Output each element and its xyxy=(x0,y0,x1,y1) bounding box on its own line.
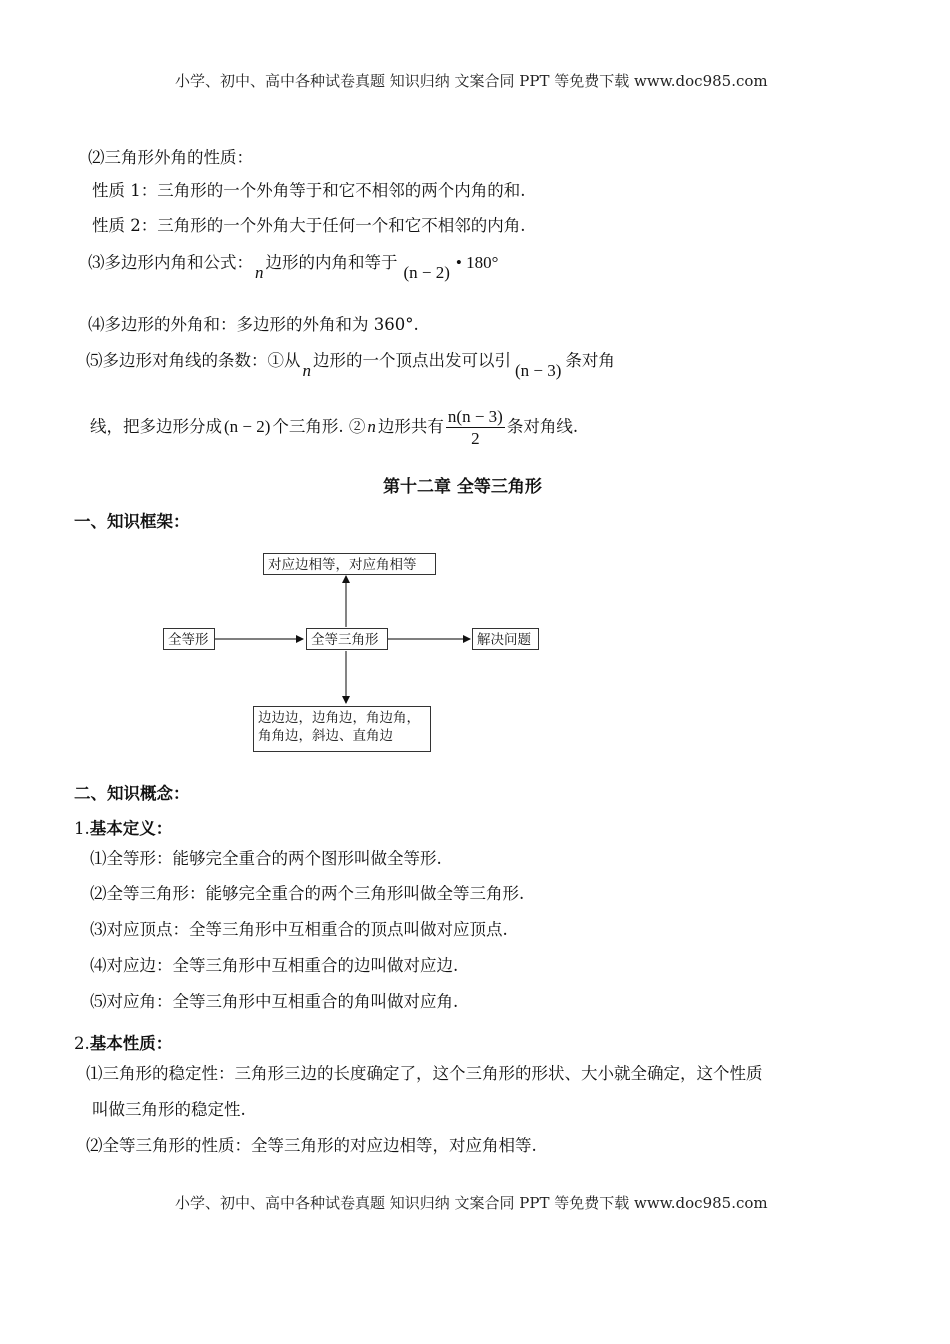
definition-item: ⑵全等三角形：能够完全重合的两个三角形叫做全等三角形. xyxy=(90,884,525,903)
polygon-sum-mid: 边形的内角和等于 xyxy=(265,253,398,272)
basic-definitions-heading xyxy=(74,815,172,839)
diagonals-expression: (n − 3) xyxy=(515,361,562,380)
heading-number: 1. xyxy=(74,819,90,838)
fraction-numerator: n(n − 3) xyxy=(447,407,503,426)
definition-item: ⑸对应角：全等三角形中互相重合的角叫做对应角. xyxy=(90,992,459,1011)
page-header: 小学、初中、高中各种试卷真题 知识归纳 文案合同 PPT 等免费下载 www.doc985.com xyxy=(175,72,768,90)
stability-line-2: 叫做三角形的稳定性. xyxy=(92,1100,246,1119)
definition-item: ⑷对应边：全等三角形中互相重合的边叫做对应边. xyxy=(90,956,459,975)
heading-text: 基本定义： xyxy=(89,819,173,838)
diagonals-line2-b: 个三角形. ② xyxy=(272,417,366,436)
diagonals-n: n xyxy=(302,361,311,380)
diagram-bottom-box xyxy=(253,706,431,752)
diagonals-expression-2: (n − 2) xyxy=(224,417,271,436)
diagonals-n2: n xyxy=(367,417,376,436)
heading-text: 基本性质： xyxy=(89,1034,173,1053)
chapter-title: 第十二章 全等三角形 xyxy=(383,477,542,497)
diagonals-line2-a: 线，把多边形分成 xyxy=(90,417,222,436)
exterior-angle-property-1: 性质 1：三角形的一个外角等于和它不相邻的两个内角的和. xyxy=(92,181,526,200)
diagonals-tail: 条对角 xyxy=(565,351,615,370)
diagram-center-box: 全等三角形 xyxy=(306,628,388,650)
polygon-sum-tail: • 180° xyxy=(455,253,499,272)
diagram-bottom-line-2: 角角边，斜边、直角边 xyxy=(258,728,393,745)
page-footer: 小学、初中、高中各种试卷真题 知识归纳 文案合同 PPT 等免费下载 www.doc985.com xyxy=(175,1194,768,1212)
diagram-bottom-line-1: 边边边，边角边，角边角， xyxy=(258,710,420,726)
congruent-triangle-property: ⑵全等三角形的性质：全等三角形的对应边相等，对应角相等. xyxy=(86,1136,537,1155)
definition-item: ⑴全等形：能够完全重合的两个图形叫做全等形. xyxy=(90,849,442,868)
polygon-exterior-sum: ⑷多边形的外角和：多边形的外角和为 360°. xyxy=(88,315,419,334)
diagram-right-box: 解决问题 xyxy=(472,628,539,650)
fraction-denominator: 2 xyxy=(471,429,480,448)
exterior-angle-property-2: 性质 2：三角形的一个外角大于任何一个和它不相邻的内角. xyxy=(92,216,526,235)
diagram-left-box: 全等形 xyxy=(163,628,215,650)
diagonals-line2-d: 条对角线. xyxy=(506,417,579,436)
basic-properties-heading xyxy=(74,1030,172,1054)
diagram-top-box: 对应边相等，对应角相等 xyxy=(263,553,436,575)
section-knowledge-concepts: 二、知识概念： xyxy=(74,784,190,803)
exterior-angle-title: ⑵三角形外角的性质： xyxy=(88,148,253,167)
polygon-sum-label: ⑶多边形内角和公式： xyxy=(88,253,253,272)
heading-number: 2. xyxy=(74,1034,90,1053)
diagonals-label: ⑸多边形对角线的条数：①从 xyxy=(86,351,301,370)
definition-item: ⑶对应顶点：全等三角形中互相重合的顶点叫做对应顶点. xyxy=(90,920,508,939)
polygon-sum-n: n xyxy=(255,263,264,282)
section-knowledge-framework: 一、知识框架： xyxy=(74,512,190,531)
polygon-sum-expression: (n − 2) xyxy=(403,263,450,282)
stability-line-1: ⑴三角形的稳定性：三角形三边的长度确定了，这个三角形的形状、大小就全确定，这个性质 xyxy=(86,1064,763,1083)
diagonals-mid: 边形的一个顶点出发可以引 xyxy=(313,351,511,370)
diagonals-line2-c: 边形共有 xyxy=(377,417,444,436)
